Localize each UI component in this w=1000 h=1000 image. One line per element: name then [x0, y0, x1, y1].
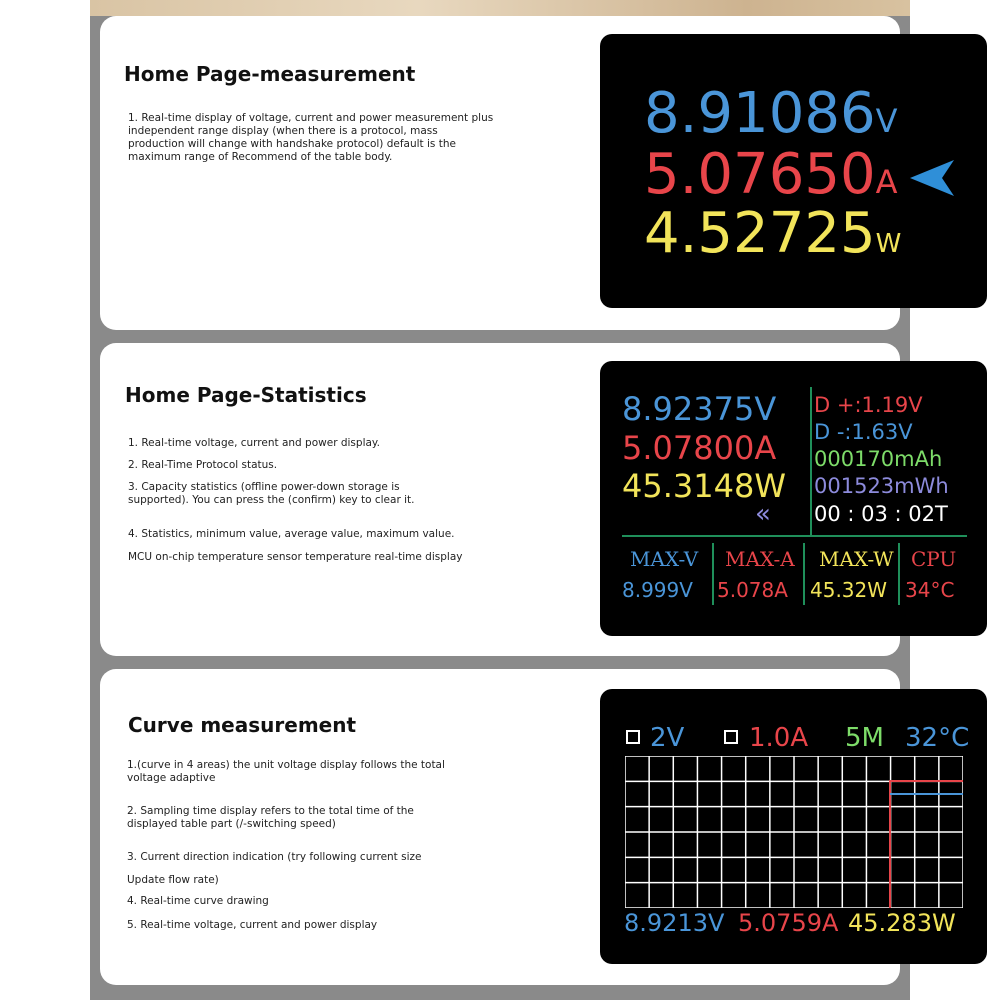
vertical-divider — [810, 387, 812, 535]
stat-divider — [712, 543, 714, 605]
current-checkbox-icon — [724, 730, 738, 744]
description-line: displayed table part (/-switching speed) — [127, 818, 336, 830]
d-minus-readout: D -:1.63V — [814, 420, 913, 444]
stat-label-cpu: CPU — [911, 547, 957, 571]
chevron-left-icon: « — [755, 499, 771, 529]
stat-value-max-a: 5.078A — [717, 578, 788, 602]
voltage-value: 8.91086 — [644, 81, 876, 146]
device-screen-statistics — [600, 361, 987, 636]
curve-grid — [625, 756, 963, 908]
description-line: 3. Capacity statistics (offline power-down storage is — [128, 481, 400, 493]
voltage-readout: 8.9213V — [624, 909, 725, 937]
power-readout: 45.3148W — [622, 467, 786, 505]
description-item: 1. Real-time voltage, current and power display. — [128, 437, 380, 449]
current-value: 5.07650 — [644, 142, 876, 207]
stat-value-max-w: 45.32W — [810, 578, 888, 602]
section-title: Curve measurement — [128, 713, 357, 737]
section-title: Home Page-Statistics — [125, 383, 367, 407]
background-wood-strip — [90, 0, 910, 16]
power-unit: W — [875, 229, 902, 259]
power-value: 4.52725 — [644, 201, 876, 266]
current-readout: 5.0759A — [738, 909, 839, 937]
device-screen-measurement — [600, 34, 987, 308]
stat-divider — [898, 543, 900, 605]
voltage-scale: 2V — [650, 723, 685, 753]
stat-divider — [803, 543, 805, 605]
measurement-card — [100, 16, 900, 330]
voltage-checkbox-icon — [626, 730, 640, 744]
description-item: Update flow rate) — [127, 874, 219, 886]
current-curve — [890, 781, 963, 908]
voltage-readout — [644, 81, 898, 146]
energy-readout: 001523mWh — [814, 474, 949, 498]
description-line: independent range display (when there is a protocol, mass — [128, 125, 438, 137]
description-line: production will change with handshake protocol) default is the — [128, 138, 456, 150]
stat-value-max-v: 8.999V — [622, 578, 693, 602]
current-unit: A — [875, 163, 898, 201]
power-readout: 45.283W — [848, 909, 956, 937]
current-readout: 5.07800A — [622, 429, 777, 467]
device-screen-curve — [600, 689, 987, 964]
description-line: 1.(curve in 4 areas) the unit voltage display follows the total — [127, 759, 445, 771]
stat-value-cpu: 34°C — [905, 578, 955, 602]
voltage-unit: V — [875, 102, 898, 140]
description-item — [128, 481, 414, 507]
description-item — [127, 759, 445, 785]
description-line: 1. Real-time display of voltage, current and power measurement plus — [128, 112, 494, 124]
horizontal-divider — [622, 535, 967, 537]
time-scale: 5M — [845, 723, 884, 753]
description-item: 4. Real-time curve drawing — [127, 895, 269, 907]
statistics-card — [100, 343, 957, 656]
section-title: Home Page-measurement — [124, 62, 416, 86]
power-readout — [644, 201, 902, 266]
description-item: MCU on-chip temperature sensor temperature real-time display — [128, 551, 463, 563]
description-line: supported). You can press the (confirm) key to clear it. — [128, 494, 415, 506]
left-arrow-icon — [910, 160, 954, 196]
description-item: 5. Real-time voltage, current and power display — [127, 919, 378, 931]
curve-card — [100, 669, 970, 985]
description-line: voltage adaptive — [127, 772, 216, 784]
description-line: 2. Sampling time display refers to the total time of the — [127, 805, 414, 817]
stat-label-max-v: MAX-V — [630, 547, 699, 571]
d-plus-readout: D +:1.19V — [814, 393, 923, 417]
current-readout — [644, 142, 898, 207]
section-description — [128, 112, 493, 164]
description-item: 4. Statistics, minimum value, average value, maximum value. — [128, 528, 455, 540]
temperature-readout: 32°C — [905, 723, 970, 753]
timer-readout: 00 : 03 : 02T — [814, 502, 948, 526]
stat-label-max-a: MAX-A — [725, 547, 795, 571]
current-scale: 1.0A — [749, 723, 809, 753]
stat-label-max-w: MAX-W — [819, 547, 894, 571]
description-line: maximum range of Recommend of the table body. — [128, 151, 393, 163]
description-item: 2. Real-Time Protocol status. — [128, 459, 278, 471]
description-item: 3. Current direction indication (try following current size — [127, 851, 422, 863]
description-item — [127, 805, 414, 831]
voltage-readout: 8.92375V — [622, 390, 777, 428]
capacity-readout: 000170mAh — [814, 447, 943, 471]
